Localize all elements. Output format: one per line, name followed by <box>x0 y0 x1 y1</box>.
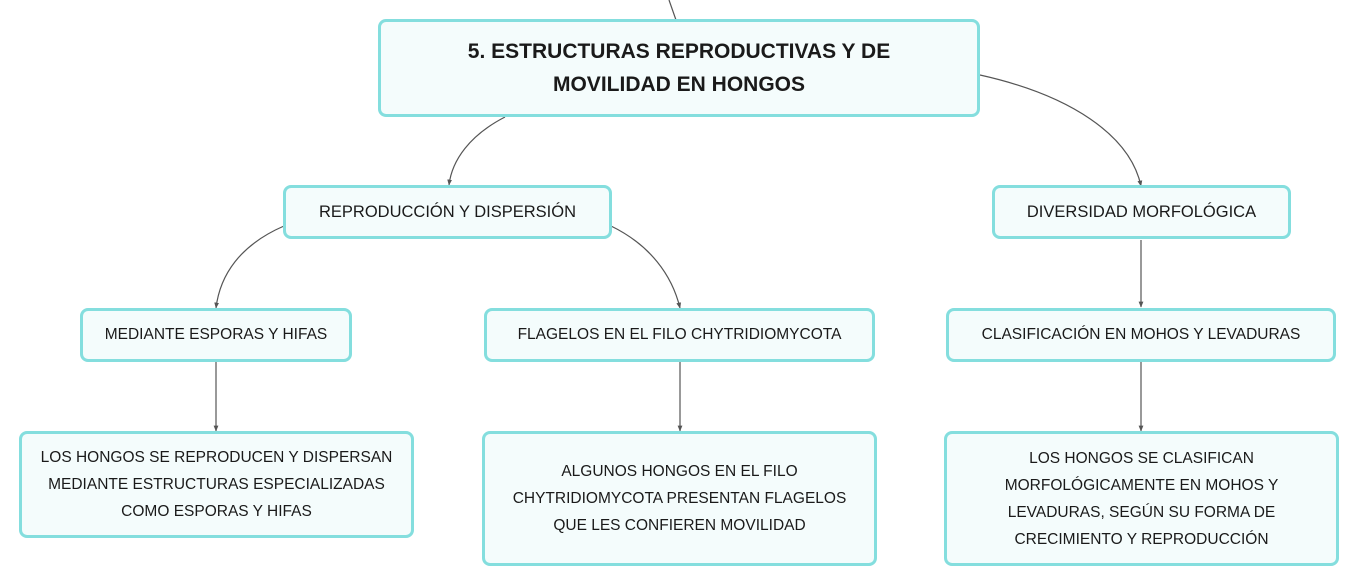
node-flagella-label: FLAGELOS EN EL FILO CHYTRIDIOMYCOTA <box>517 326 842 343</box>
detail-line: MEDIANTE ESTRUCTURAS ESPECIALIZADAS <box>48 476 385 493</box>
node-classification[interactable] <box>946 308 1336 362</box>
node-morphology[interactable] <box>992 185 1291 239</box>
connector-root-to-morphology <box>980 75 1141 186</box>
root-node[interactable] <box>378 19 980 117</box>
node-classification-label: CLASIFICACIÓN EN MOHOS Y LEVADURAS <box>981 326 1301 343</box>
node-reproduction-label: REPRODUCCIÓN Y DISPERSIÓN <box>318 202 577 221</box>
detail-line: LOS HONGOS SE CLASIFICAN <box>1029 449 1254 467</box>
node-classification-detail[interactable] <box>944 431 1339 566</box>
connector-reproduction-to-flagella <box>611 226 680 308</box>
connector-reproduction-to-spores <box>216 226 284 308</box>
node-spores[interactable] <box>80 308 352 362</box>
node-morphology-label: DIVERSIDAD MORFOLÓGICA <box>1026 202 1257 221</box>
root-node-text <box>468 35 890 101</box>
detail-line: MORFOLÓGICAMENTE EN MOHOS Y <box>1004 476 1279 494</box>
node-spores-label: MEDIANTE ESPORAS Y HIFAS <box>104 326 328 343</box>
detail-line: CHYTRIDIOMYCOTA PRESENTAN FLAGELOS <box>512 490 847 507</box>
detail-line: LEVADURAS, SEGÚN SU FORMA DE <box>1007 503 1276 521</box>
node-spores-detail-text <box>41 444 393 525</box>
connector-root-to-reproduction <box>449 117 505 185</box>
root-line-1: 5. ESTRUCTURAS REPRODUCTIVAS Y DE <box>467 40 891 63</box>
detail-line: QUE LES CONFIEREN MOVILIDAD <box>553 517 806 534</box>
root-line-2: MOVILIDAD EN HONGOS <box>552 73 805 96</box>
node-classification-detail-text <box>1005 445 1279 553</box>
node-spores-detail[interactable] <box>19 431 414 538</box>
connector-incoming <box>669 0 676 20</box>
detail-line: CRECIMIENTO Y REPRODUCCIÓN <box>1014 530 1269 548</box>
node-flagella[interactable] <box>484 308 875 362</box>
node-flagella-detail[interactable] <box>482 431 877 566</box>
node-reproduction[interactable] <box>283 185 612 239</box>
node-flagella-detail-text <box>513 458 847 539</box>
detail-line: LOS HONGOS SE REPRODUCEN Y DISPERSAN <box>40 449 393 466</box>
detail-line: COMO ESPORAS Y HIFAS <box>121 503 312 520</box>
detail-line: ALGUNOS HONGOS EN EL FILO <box>561 463 798 480</box>
